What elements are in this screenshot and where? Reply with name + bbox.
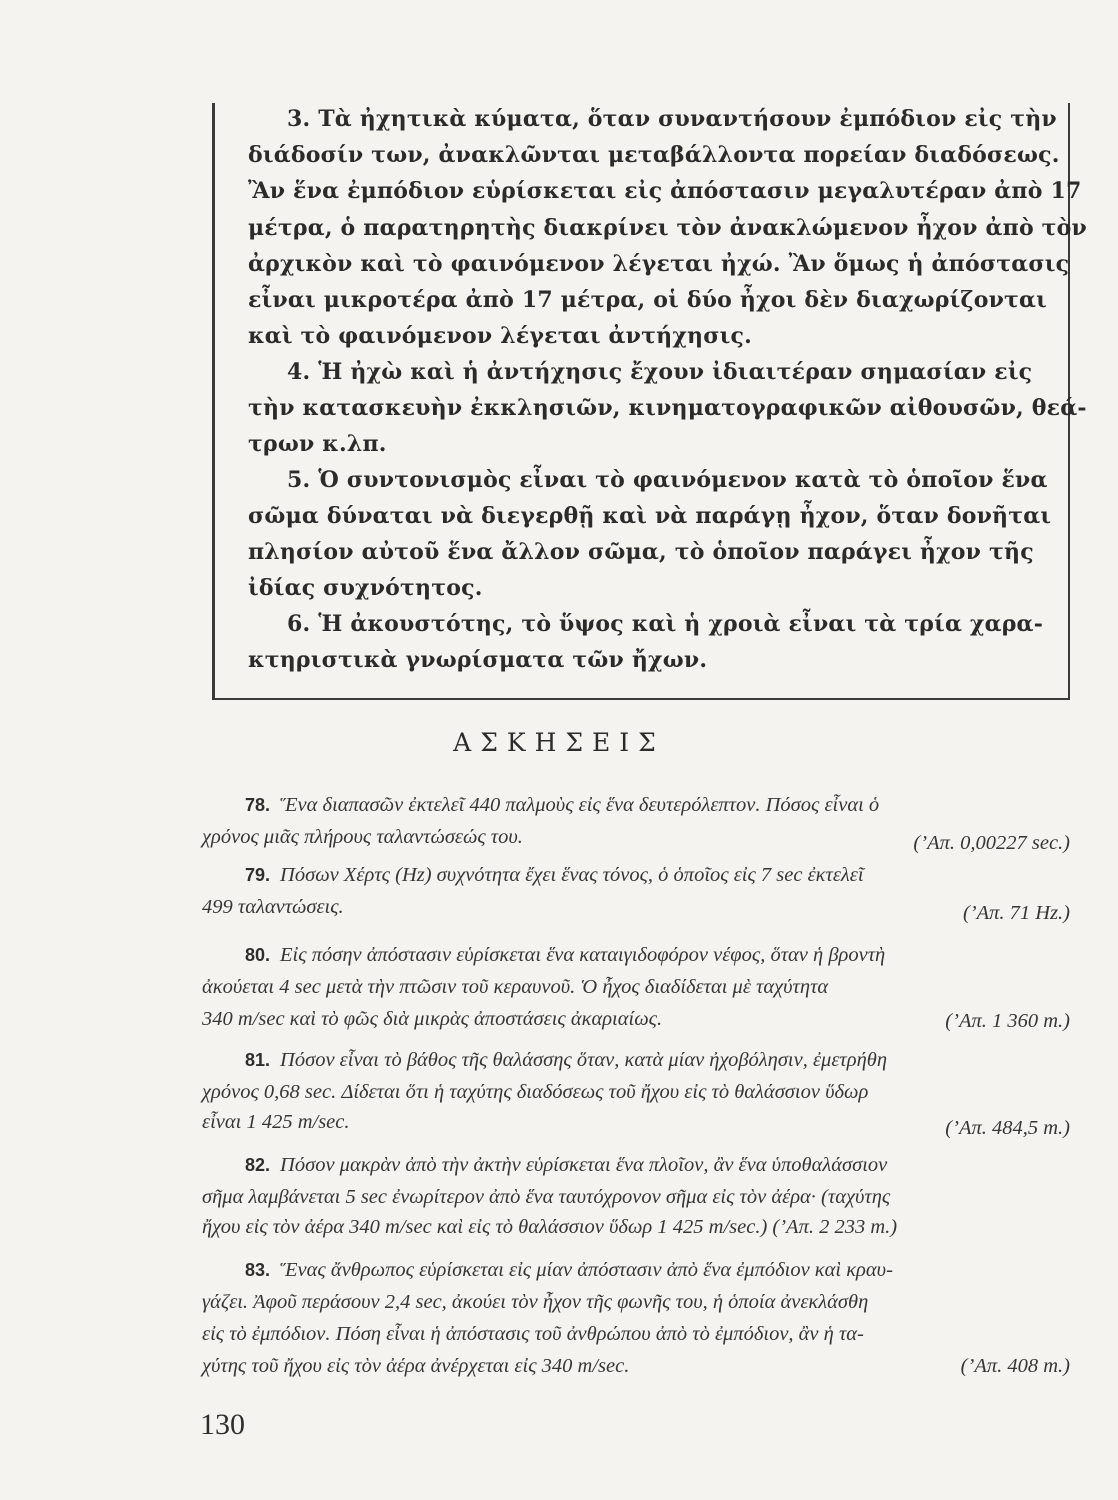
exercise-number: 79. [245,865,271,885]
summary-line: τρων κ.λπ. [248,431,387,457]
summary-line: 4. Ἡ ἠχὼ καὶ ἡ ἀντήχησις ἔχουν ἰδιαιτέραν σημασίαν εἰς [287,359,1033,385]
summary-line: πλησίον αὐτοῦ ἕνα ἄλλον σῶμα, τὸ ὁποῖον παράγει ἦχον τῆς [248,539,1034,565]
exercise-line: χρόνος μιᾶς πλήρους ταλαντώσεώς του. [202,826,523,848]
exercise-answer: (’Απ. 71 Hz.) [962,902,1070,924]
exercise-line: 499 ταλαντώσεις. [202,896,344,918]
exercise-answer: (’Απ. 484,5 m.) [945,1117,1070,1139]
summary-line: Ἂν ἕνα ἐμπόδιον εὑρίσκεται εἰς ἀπόστασιν μεγαλυτέραν ἀπὸ 17 [248,178,1082,204]
summary-line: 6. Ἡ ἀκουστότης, τὸ ὕψος καὶ ἡ χροιὰ εἶναι τὰ τρία χαρα- [287,611,1044,637]
exercise-number: 82. [245,1155,271,1175]
exercise-line: χύτης τοῦ ἤχου εἰς τὸν ἀέρα ἀνέρχεται εἰς 340 m/sec. [202,1355,630,1377]
exercise-answer: (’Απ. 0,00227 sec.) [913,832,1070,854]
exercise-line: 340 m/sec καὶ τὸ φῶς διὰ μικρὰς ἀποστάσεις ἀκαριαίως. [202,1008,663,1030]
summary-line: καὶ τὸ φαινόμενον λέγεται ἀντήχησις. [248,323,752,349]
summary-line: ἀρχικὸν καὶ τὸ φαινόμενον λέγεται ἠχώ. Ἂν ὅμως ἡ ἀπόστασις [248,251,1070,277]
summary-line: ἰδίας συχνότητος. [248,575,483,601]
exercise-line: 79. Πόσων Χέρτς (Hz) συχνότητα ἔχει ἕνας τόνος, ὁ ὁποῖος εἰς 7 sec ἐκτελεῖ [245,864,864,886]
summary-line: σῶμα δύναται νὰ διεγερθῇ καὶ νὰ παράγῃ ἦχον, ὅταν δονῆται [248,503,1052,529]
exercise-line: σῆμα λαμβάνεται 5 sec ἐνωρίτερον ἀπὸ ἕνα ταυτόχρονον σῆμα εἰς τὸν ἀέρα· (ταχύτης [202,1186,891,1208]
exercise-line: εἰς τὸ ἐμπόδιον. Πόση εἶναι ἡ ἀπόστασις τοῦ ἀνθρώπου ἀπὸ τὸ ἐμπόδιον, ἂν ἡ τα- [202,1323,864,1345]
summary-line: κτηριστικὰ γνωρίσματα τῶν ἤχων. [248,647,708,673]
exercise-line: ἀκούεται 4 sec μετὰ τὴν πτῶσιν τοῦ κεραυνοῦ. Ὁ ἦχος διαδίδεται μὲ ταχύτητα [202,976,829,998]
exercise-line: 83. Ἕνας ἄνθρωπος εὑρίσκεται εἰς μίαν ἀπόστασιν ἀπὸ ἕνα ἐμπόδιον καὶ κραυ- [245,1259,893,1281]
exercise-line: 82. Πόσον μακρὰν ἀπὸ τὴν ἀκτὴν εὑρίσκεται ἕνα πλοῖον, ἂν ἕνα ὑποθαλάσσιον [245,1154,888,1176]
exercise-line: ἤχου εἰς τὸν ἀέρα 340 m/sec καὶ εἰς τὸ θαλάσσιον ὕδωρ 1 425 m/sec.) (’Απ. 2 233 m.) [202,1216,898,1238]
summary-line: 5. Ὁ συντονισμὸς εἶναι τὸ φαινόμενον κατὰ τὸ ὁποῖον ἕνα [287,467,1048,493]
summary-line: 3. Τὰ ἠχητικὰ κύματα, ὅταν συναντήσουν ἐμπόδιον εἰς τὴν [287,106,1057,132]
summary-line: εἶναι μικροτέρα ἀπὸ 17 μέτρα, οἱ δύο ἦχοι δὲν διαχωρίζονται [248,287,1048,313]
summary-line: μέτρα, ὁ παρατηρητὴς διακρίνει τὸν ἀνακλώμενον ἦχον ἀπὸ τὸν [248,215,1088,241]
exercise-number: 81. [245,1050,271,1070]
summary-line: τὴν κατασκευὴν ἐκκλησιῶν, κινηματογραφικῶν αἰθουσῶν, θεά- [248,395,1087,421]
exercises-heading: ΑΣΚΗΣΕΙΣ [453,728,665,757]
exercise-line: χρόνος 0,68 sec. Δίδεται ὅτι ἡ ταχύτης διαδόσεως τοῦ ἤχου εἰς τὸ θαλάσσιον ὕδωρ [202,1081,869,1103]
exercise-line: γάζει. Ἀφοῦ περάσουν 2,4 sec, ἀκούει τὸν ἦχον τῆς φωνῆς του, ἡ ὁποία ἀνεκλάσθη [202,1291,869,1313]
exercise-line: 78. Ἕνα διαπασῶν ἐκτελεῖ 440 παλμοὺς εἰς ἕνα δευτερόλεπτον. Πόσος εἶναι ὁ [245,794,880,816]
exercise-line: 80. Εἰς πόσην ἀπόστασιν εὑρίσκεται ἕνα καταιγιδοφόρον νέφος, ὅταν ἡ βροντὴ [245,944,886,966]
exercise-answer: (’Απ. 1 360 m.) [945,1010,1070,1032]
exercise-line: 81. Πόσον εἶναι τὸ βάθος τῆς θαλάσσης ὅταν, κατὰ μίαν ἠχοβόλησιν, ἐμετρήθη [245,1049,888,1071]
exercise-number: 83. [245,1260,271,1280]
exercise-line: εἶναι 1 425 m/sec. [202,1111,350,1133]
exercise-number: 78. [245,795,271,815]
exercise-answer: (’Απ. 408 m.) [960,1355,1070,1377]
exercise-number: 80. [245,945,271,965]
summary-line: διάδοσίν των, ἀνακλῶνται μεταβάλλοντα πορείαν διαδόσεως. [248,142,1060,168]
page-number: 130 [200,1408,245,1441]
